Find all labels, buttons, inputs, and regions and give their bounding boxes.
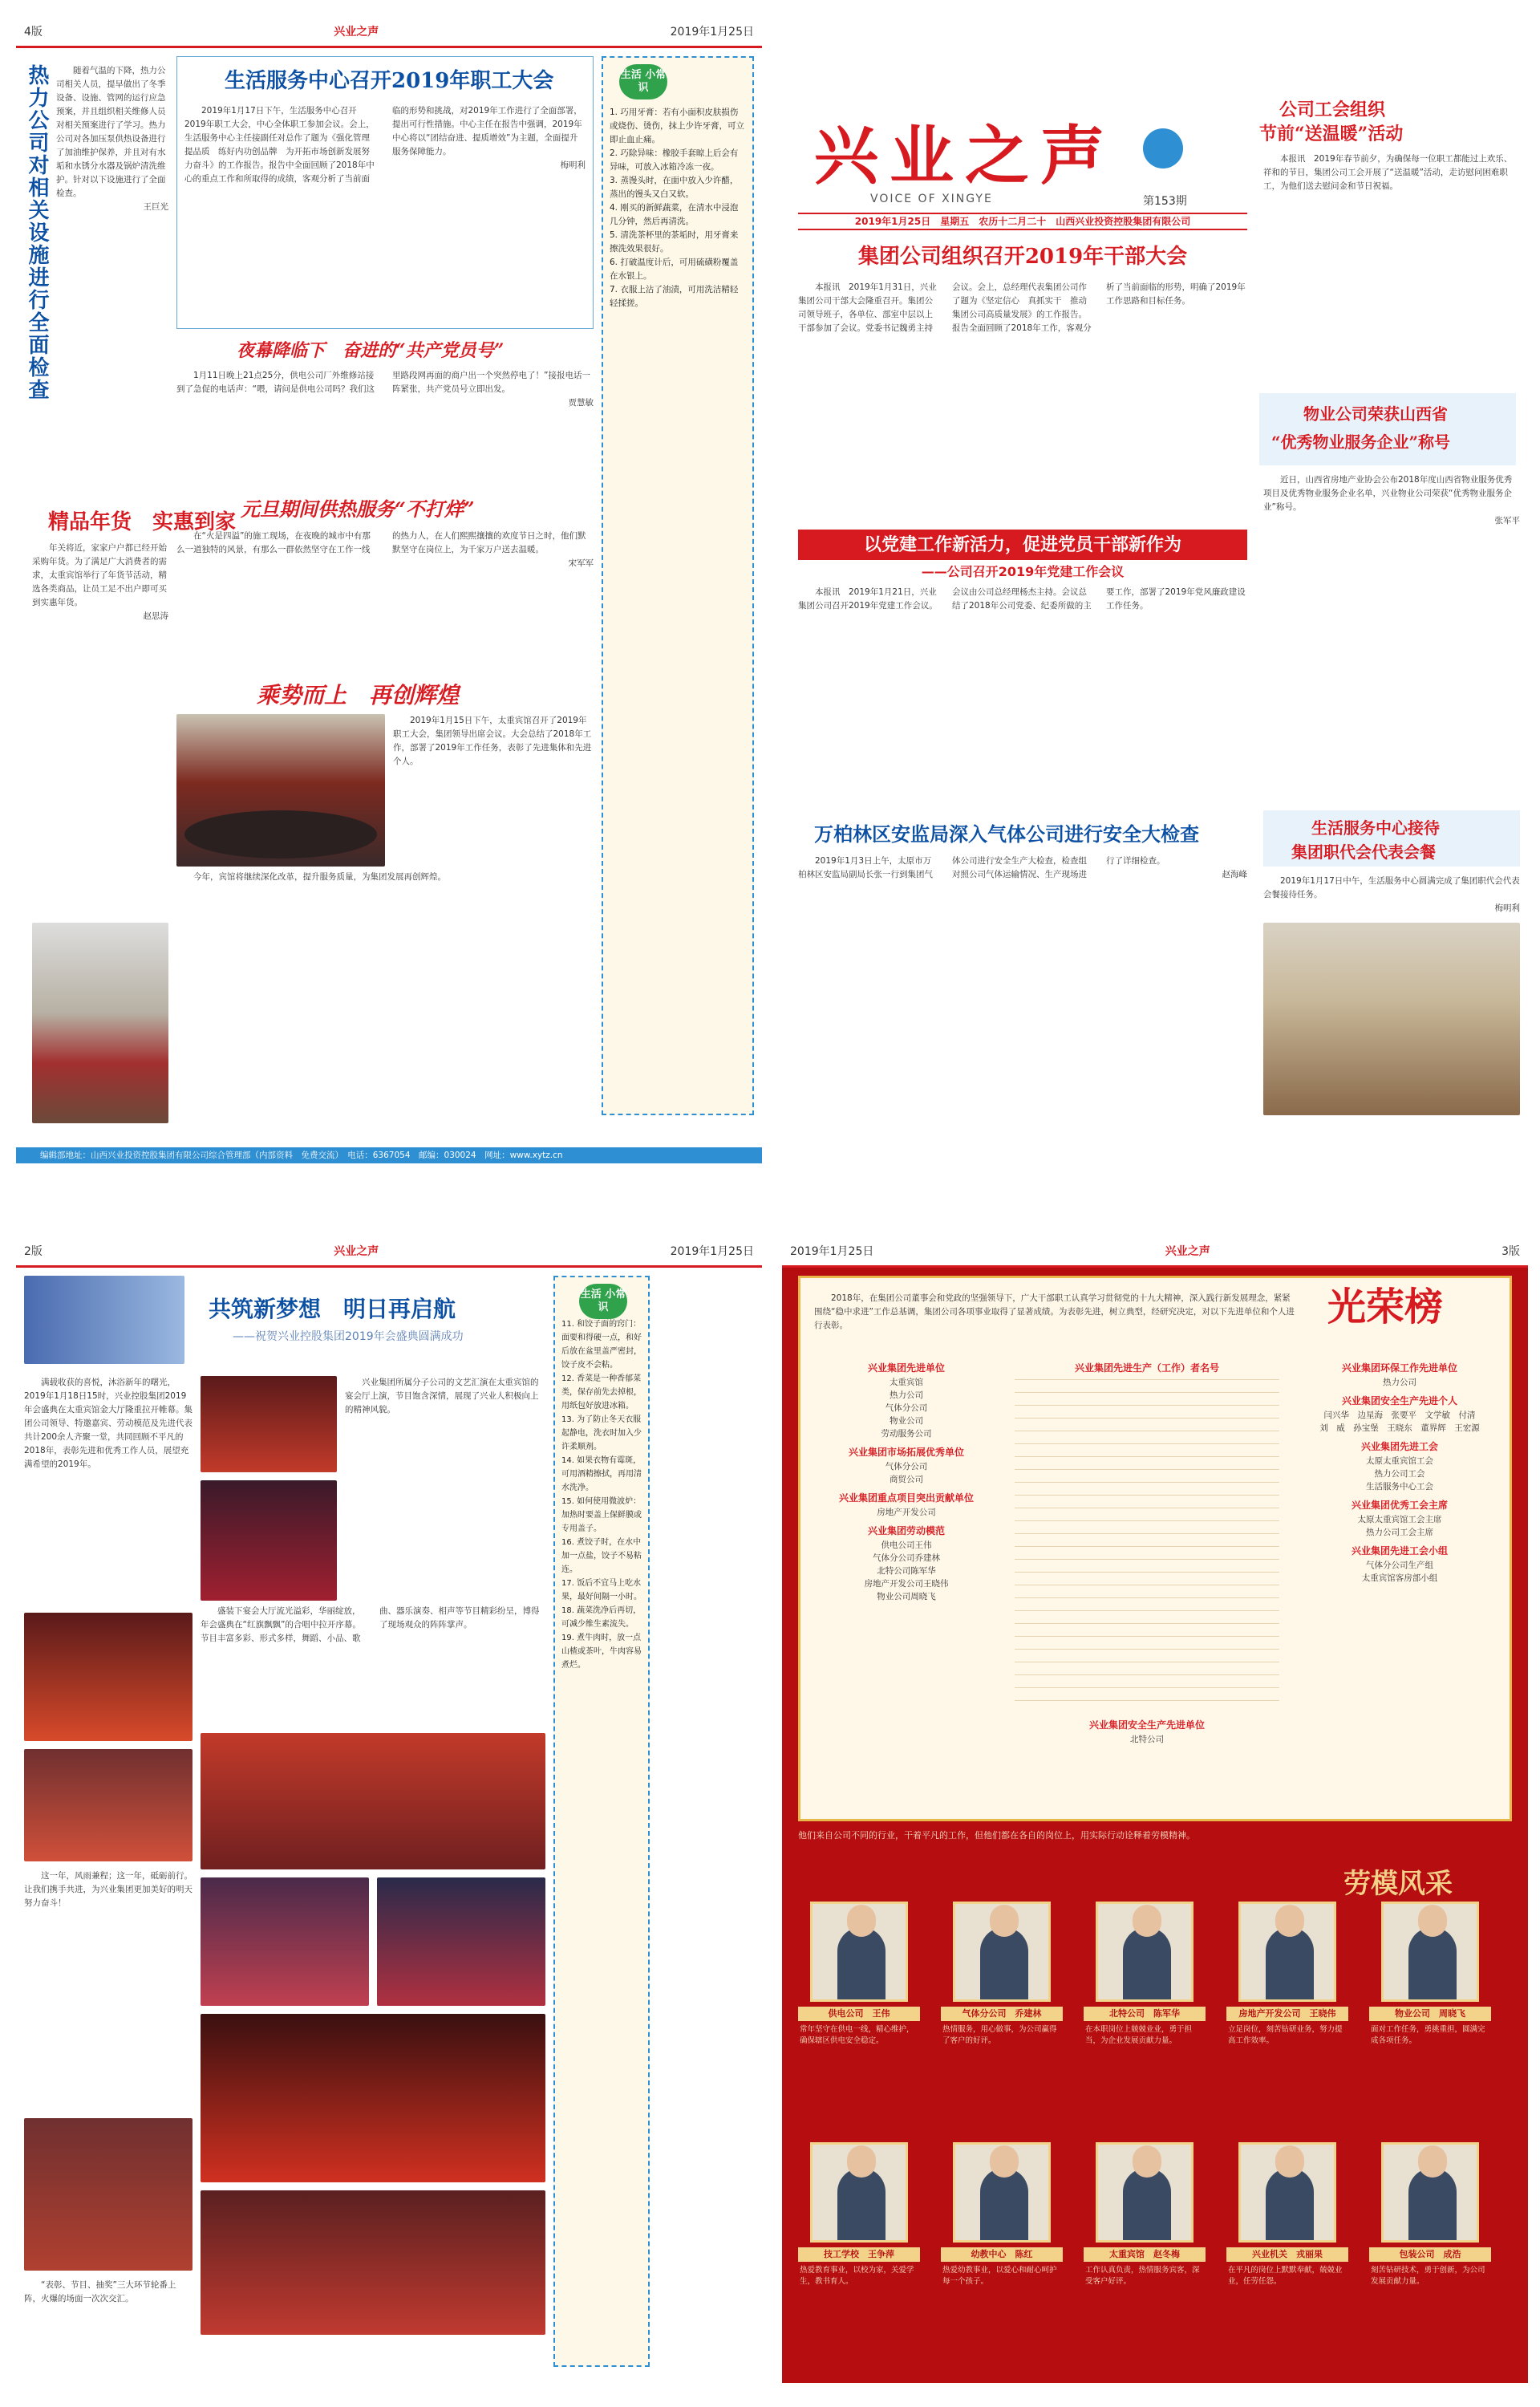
headline: 集团公司组织召开2019年干部大会 — [798, 241, 1247, 273]
award-group-title: 兴业集团先进单位 — [867, 1362, 945, 1374]
award-item: 物业公司周晓飞 — [877, 1592, 936, 1601]
event-photo — [24, 1749, 192, 1861]
side-article: 近日，山西省房地产业协会公布2018年度山西省物业服务优秀项目及优秀物业服务企业名单，兴业物业公司荣获“优秀物业服务企业”称号。 张军平 — [1263, 475, 1520, 526]
person-head — [1133, 2145, 1161, 2178]
model-desc: 热爱幼教事业，以爱心和耐心呵护每一个孩子。 — [942, 2266, 1057, 2286]
article-title: 热力公司对相关设施进行全面检查 — [25, 64, 49, 401]
award-item: 气体分公司生产组 — [1366, 1561, 1433, 1570]
article-body: 今年，宾馆将继续深化改革，提升服务质量，为集团发展再创辉煌。 — [193, 872, 446, 882]
side-title: 生活服务中心接待 — [1311, 818, 1440, 838]
person-figure — [837, 2168, 886, 2240]
model-name: 太重宾馆 赵冬梅 — [1084, 2247, 1206, 2262]
article-body: 盛装下宴会大厅流光溢彩，华丽绽放，年会盛典在“红旗飘飘”的合唱中拉开序幕。节目丰富多彩、形式多样，舞蹈、小品、歌曲、器乐演奏、相声等节目精彩纷呈，博得了现场观众的阵阵掌声。 — [201, 1606, 540, 1643]
model-photo — [1238, 1902, 1336, 2002]
model-desc: 热情服务，用心做事，为公司赢得了客户的好评。 — [942, 2025, 1057, 2045]
person-head — [1418, 2145, 1447, 2178]
issue-number: 第153期 — [1143, 195, 1187, 208]
side-title: 集团职代会代表会餐 — [1291, 842, 1436, 862]
tips-badge: 生活 小常识 — [619, 64, 667, 99]
award-item: 热力公司工会 — [1374, 1469, 1425, 1479]
date-line: 2019年1月25日 星期五 农历十二月二十 山西兴业投资控股集团有限公司 — [798, 213, 1247, 230]
award-item: 太重宾馆客房部小组 — [1361, 1573, 1438, 1583]
model-card — [798, 2142, 920, 2307]
model-desc: 在平凡的岗位上默默奉献，兢兢业业，任劳任怨。 — [1228, 2266, 1343, 2286]
event-photo — [201, 2190, 545, 2335]
page-number: 2版 — [24, 1244, 43, 1258]
model-photo — [1096, 2142, 1194, 2243]
side-title: 公司工会组织 — [1279, 99, 1386, 120]
article-title: 万柏林区安监局深入气体公司进行安全大检查 — [814, 822, 1199, 846]
tips-column — [553, 1276, 650, 2367]
meeting-photo — [176, 714, 385, 867]
event-photo — [24, 2118, 192, 2271]
event-photo — [201, 2014, 545, 2182]
award-group-title: 兴业集团市场拓展优秀单位 — [848, 1447, 964, 1458]
honor-intro: 2018年，在集团公司董事会和党政的坚强领导下，广大干部职工认真学习贯彻党的十九大精神，深入践行新发展理念，紧紧围绕“稳中求进”工作总基调，集团公司各项事业取得了显著成绩。为表彰先进，树立典型，经研究决定，对以下先进单位和个人进行表彰。 — [814, 1293, 1295, 1330]
award-item: 太重宾馆 — [890, 1378, 923, 1387]
model-name: 兴业机关 戎丽果 — [1226, 2247, 1348, 2262]
tips-text: 11. 和饺子面的窍门：面要和得硬一点，和好后放在盆里盖严密封，饺子皮不会粘。 12. 香菜是一种香郁菜类，保存前先去掉根，用纸包好放进冰箱。 13. 为了防止冬天衣服起静电，洗衣时加入少许柔顺剂。 14. 如果衣物有霉斑，可用酒精擦拭，再用清水洗净。 15. 如何使用微波炉：加热时要盖上保鲜膜或专用盖子。 16. 煮饺子时，在水中加一点盐，饺子不易粘连。 17. 饭后不宜马上吃水果，最好间隔一小时。 18. 蔬菜洗净后再切，可减少维生素流失。 19. 煮牛肉时，放一点山楂或茶叶，牛肉容易煮烂。 — [561, 1320, 642, 1670]
model-desc: 工作认真负责，热情服务宾客，深受客户好评。 — [1085, 2266, 1200, 2286]
page-4 — [16, 16, 762, 1163]
award-group-title: 兴业集团重点项目突出贡献单位 — [838, 1492, 974, 1504]
model-name: 北特公司 陈军华 — [1084, 2007, 1206, 2021]
event-photo — [201, 1376, 337, 1472]
person-figure — [1123, 1927, 1171, 1999]
model-card — [941, 2142, 1063, 2307]
model-desc: 面对工作任务，勇挑重担，圆满完成各项任务。 — [1371, 2025, 1485, 2045]
award-item: 气体分公司乔建林 — [873, 1553, 940, 1563]
model-card — [1369, 2142, 1491, 2307]
award-item: 物业公司 — [890, 1416, 923, 1426]
side-box — [1263, 810, 1520, 867]
article-body: 2019年1月3日上午，太原市万柏林区安监局副局长张一行到集团气体公司进行安全生产大检查，检查组对照公司气体运输情况、生产现场进行了详细检查。 赵海峰 — [798, 856, 1247, 879]
model-photo — [953, 1902, 1051, 2002]
model-photo — [810, 2142, 908, 2243]
page-header — [782, 1236, 1528, 1268]
award-item: 劳动服务公司 — [881, 1429, 932, 1439]
award-item: 北特公司陈军华 — [877, 1566, 936, 1576]
model-photo — [810, 1902, 908, 2002]
model-name: 气体分公司 乔建林 — [941, 2007, 1063, 2021]
page-header — [16, 1236, 762, 1268]
person-head — [1133, 1905, 1161, 1937]
tips-badge: 生活 小常识 — [579, 1284, 627, 1319]
model-card — [1369, 1902, 1491, 2066]
person-head — [1275, 1905, 1304, 1937]
event-photo — [201, 1877, 369, 2006]
article-body: 2019年1月15日下午，太重宾馆召开了2019年职工大会，集团领导出席会议。大会总结了2018年工作，部署了2019年工作任务，表彰了先进集体和先进个人。 — [393, 716, 592, 766]
award-group-title: 兴业集团安全生产先进单位 — [1088, 1719, 1205, 1731]
company-logo — [1143, 128, 1183, 168]
page-number: 4版 — [24, 25, 43, 39]
model-name: 供电公司 王伟 — [798, 2007, 920, 2021]
award-item: 热力公司 — [1383, 1378, 1416, 1387]
model-card — [941, 1902, 1063, 2066]
person-figure — [1123, 2168, 1171, 2240]
award-item: 气体分公司 — [885, 1462, 928, 1471]
award-group-title: 兴业集团先进生产（工作）者名号 — [1074, 1362, 1219, 1374]
article-body: 满载收获的喜悦，沐浴新年的曙光，2019年1月18日15时，兴业控股集团2019年会盛典在太重宾馆金大厅隆重拉开帷幕。集团公司领导、特邀嘉宾、劳动模范及先进代表共计200余人齐聚一堂，共同回顾不平凡的2018年，表彰先进和优秀工作人员，展望充满希望的2019年。 — [24, 1378, 192, 1469]
award-group-title: 兴业集团安全生产先进个人 — [1341, 1395, 1457, 1406]
masthead-subtitle: VOICE OF XINGYE — [870, 193, 993, 205]
honor-middle — [1015, 1356, 1279, 1746]
masthead-short: 兴业之声 — [334, 1244, 379, 1258]
award-item: 房地产开发公司 — [877, 1508, 936, 1517]
article-title: 夜幕降临下 奋进的“共产党员号” — [237, 340, 505, 361]
award-item: 刘 威 孙宝堡 王晓东 董界辉 王宏源 — [1319, 1423, 1480, 1433]
model-photo — [1381, 2142, 1479, 2243]
page-header — [16, 16, 762, 48]
page-2 — [16, 1236, 762, 2383]
article-body: 这一年，风雨兼程；这一年，砥砺前行。让我们携手共进，为兴业集团更加美好的明天努力奋斗！ — [24, 1871, 192, 1908]
honor-right — [1295, 1356, 1504, 1585]
person-figure — [1408, 1927, 1457, 1999]
model-photo — [953, 2142, 1051, 2243]
award-item: 太原太重宾馆工会 — [1366, 1456, 1433, 1466]
honor-title: 光荣榜 — [1327, 1285, 1444, 1329]
award-item: 房地产开发公司王晓伟 — [864, 1579, 949, 1589]
event-photo — [201, 1733, 545, 1869]
model-card — [1084, 1902, 1206, 2066]
event-photo — [201, 1480, 337, 1601]
model-desc: 刻苦钻研技术，勇于创新，为公司发展贡献力量。 — [1371, 2266, 1485, 2286]
person-head — [990, 1905, 1019, 1937]
article-body: 2019年1月17日下午，生活服务中心召开2019年职工大会，中心全体职工参加会议。会上，生活服务中心主任接副任对总作了题为《强化管理提品质 练好内功创品牌 为开拓市场创新发展努力奋斗》的工作报告。报告中全面回顾了2018年中心的重点工作和所取得的成绩，客观分析了当前面临的形势和挑战，对2019年工作进行了全面部署，提出可行性措施。中心主任在报告中强调，2019年中心将以“团结奋进、提质增效”为主题，全面提升服务保障能力。 梅明利 — [184, 106, 586, 184]
lead-article: 本报讯 2019年1月31日，兴业集团公司干部大会隆重召开。集团公司领导班子，各单位、部室中层以上干部参加了会议。党委书记魏勇主持会议。会上，总经理代表集团公司作了题为《坚定信心 真抓实干 推动集团公司高质量发展》的工作报告。报告全面回顾了2018年工作，客观分析了当前面临的形势，明确了2019年工作思路和目标任务。 — [798, 282, 1246, 333]
person-head — [847, 1905, 876, 1937]
article-title: 生活服务中心召开2019年职工大会 — [225, 69, 554, 93]
masthead-title: 兴业之声 — [814, 118, 1116, 193]
article-body: 随着气温的下降，热力公司相关人员，提早做出了冬季设备、设施、管网的运行应急预案，并且组织相关维修人员对相关预案进行了学习。热力公司对各加压泵供热设备进行了加油维护保养，并且对有水垢和水锈分水器及锅炉清洗维护。针对以下设施进行了全面检查。 王巨光 — [56, 66, 168, 212]
award-group-title: 兴业集团环保工作先进单位 — [1341, 1362, 1457, 1374]
model-photo — [1096, 1902, 1194, 2002]
award-item: 热力公司 — [890, 1390, 923, 1400]
award-item: 生活服务中心工会 — [1366, 1482, 1433, 1492]
tips-column — [602, 56, 754, 1115]
award-item: 太原太重宾馆工会主席 — [1357, 1515, 1442, 1524]
article-title: 乘势而上 再创辉煌 — [257, 682, 460, 708]
award-item: 供电公司王伟 — [881, 1540, 932, 1550]
page-date: 2019年1月25日 — [670, 25, 754, 39]
award-group-title: 兴业集团先进工会 — [1360, 1441, 1438, 1452]
model-name: 技工学校 王争萍 — [798, 2247, 920, 2262]
person-head — [990, 2145, 1019, 2178]
event-photo — [377, 1877, 545, 2006]
award-item: 商贸公司 — [890, 1475, 923, 1484]
article-body: 兴业集团所属分子公司的文艺汇演在太重宾馆的宴会厅上演，节目饱含深情，展现了兴业人积极向上的精神风貌。 — [345, 1378, 539, 1415]
person-head — [1418, 1905, 1447, 1937]
model-title: 劳模风采 — [1343, 1868, 1453, 1900]
side-title: 节前“送温暖”活动 — [1259, 124, 1404, 144]
model-card — [798, 1902, 920, 2066]
lead-article: 本报讯 2019年1月21日，兴业集团公司召开2019年党建工作会议。会议由公司总经理杨杰主持。会议总结了2018年公司党委、纪委所做的主要工作，部署了2019年党风廉政建设工作任务。 — [798, 587, 1246, 611]
side-title: 物业公司荣获山西省 — [1303, 404, 1448, 424]
article-body: 在“火是四溢”的施工现场，在夜晚的城市中有那么一道独特的风景，有那么一群依然坚守在工作一线的热力人，在人们熙熙攘攘的欢度节日之时，他们默默坚守在岗位上，为千家万户送去温暖。 宋军军 — [176, 531, 594, 568]
person-figure — [980, 2168, 1028, 2240]
masthead-short: 兴业之声 — [1165, 1244, 1210, 1258]
honor-left — [814, 1356, 999, 1603]
person-figure — [1408, 2168, 1457, 2240]
name-list — [1015, 1376, 1279, 1713]
side-box — [1259, 393, 1516, 465]
model-photo — [1238, 2142, 1336, 2243]
page-number: 3版 — [1502, 1244, 1520, 1258]
award-group-title: 兴业集团劳动模范 — [867, 1525, 945, 1536]
person-figure — [980, 1927, 1028, 1999]
footer-bar: 编辑部地址：山西兴业投资控股集团有限公司综合管理部（内部资料 免费交流） 电话：6367054 邮编：030024 网址：www.xytz.cn — [16, 1147, 762, 1163]
tips-text: 1. 巧用牙膏：若有小面积皮肤损伤或烧伤、烫伤，抹上少许牙膏，可立即止血止痛。 2. 巧除异味：橡胶手套晾上后会有异味，可放入冰箱冷冻一夜。 3. 蒸馒头时，在面中放入少许醋，蒸出的馒头又白又软。 4. 刚买的新鲜蔬菜，在清水中浸泡几分钟，然后再清洗。 5. 清洗茶杯里的茶垢时，用牙膏来擦洗效果很好。 6. 打破温度计后，可用硫磺粉覆盖在水银上。 7. 衣服上沾了油渍，可用洗洁精轻轻揉搓。 — [610, 108, 744, 308]
banner-main: 以党建工作新活力，促进党员干部新作为 — [798, 530, 1247, 560]
model-desc: 在本职岗位上兢兢业业，勇于担当，为企业发展贡献力量。 — [1085, 2025, 1193, 2045]
person-head — [1275, 2145, 1304, 2178]
model-intro: 他们来自公司不同的行业，干着平凡的工作，但他们都在各自的岗位上，用实际行动诠释着劳模精神。 — [798, 1830, 1195, 1841]
award-group-title: 兴业集团优秀工会主席 — [1351, 1500, 1448, 1511]
photo-caption: “表彰、节目、抽奖”三大环节轮番上阵，火爆的场面一次次交汇。 — [24, 2280, 176, 2303]
article-body: 1月11日晚上21点25分，供电公司厂外维修站接到了急促的电话声：“喂，请问是供电公司吗？我们这里路段网再面的商户出一个突然停电了！”接报电话一阵紧张，共产党员号立即出发。 贾慧敏 — [176, 371, 594, 408]
article-body: 年关将近，家家户户都已经开始采购年货。为了满足广大消费者的需求，太重宾馆举行了年货节活动，精选各类商品，让员工足不出户即可买到实惠年货。 赵思涛 — [32, 543, 168, 621]
award-item: 气体分公司 — [885, 1403, 928, 1413]
model-card — [1226, 1902, 1348, 2066]
person-figure — [837, 1927, 886, 1999]
model-card — [1084, 2142, 1206, 2307]
model-photo — [1381, 1902, 1479, 2002]
event-photo — [24, 1613, 192, 1741]
article-title: 精品年货 实惠到家 — [48, 510, 237, 534]
model-name: 房地产开发公司 王晓伟 — [1226, 2007, 1348, 2021]
model-name: 幼教中心 陈红 — [941, 2247, 1063, 2262]
person-figure — [1266, 1927, 1314, 1999]
side-article: 本报讯 2019年春节前夕，为确保每一位职工都能过上欢乐、祥和的节日，集团公司工会开展了“送温暖”活动，走访慰问困难职工，为他们送去慰问金和节日祝福。 — [1263, 154, 1513, 191]
city-photo — [24, 1276, 184, 1364]
page-date: 2019年1月25日 — [790, 1244, 874, 1258]
model-desc: 热爱教育事业，以校为家，关爱学生，教书育人。 — [800, 2266, 914, 2286]
page-date: 2019年1月25日 — [670, 1244, 754, 1258]
article-subtitle: ——祝贺兴业控股集团2019年会盛典圆满成功 — [233, 1330, 464, 1343]
article-title: 元旦期间供热服务“不打烊” — [241, 497, 475, 521]
article-title: 共筑新梦想 明日再启航 — [209, 1296, 456, 1322]
page-3 — [782, 1236, 1528, 2383]
award-group-title: 兴业集团先进工会小组 — [1351, 1545, 1448, 1557]
market-photo — [32, 923, 168, 1123]
dining-photo — [1263, 923, 1520, 1115]
page-1 — [782, 16, 1528, 1163]
person-figure — [1266, 2168, 1314, 2240]
model-name: 物业公司 周晓飞 — [1369, 2007, 1491, 2021]
side-article: 2019年1月17日中午，生活服务中心圆满完成了集团职代会代表会餐接待任务。 梅明利 — [1263, 876, 1520, 913]
person-head — [847, 2145, 876, 2178]
award-item: 闫兴华 边星海 张要平 文学敏 付清 — [1323, 1411, 1476, 1420]
award-item: 北特公司 — [1130, 1735, 1164, 1744]
model-desc: 常年坚守在供电一线，精心维护，确保辖区供电安全稳定。 — [800, 2025, 914, 2045]
model-desc: 立足岗位，刻苦钻研业务，努力提高工作效率。 — [1228, 2025, 1343, 2045]
model-card — [1226, 2142, 1348, 2307]
banner-sub: ——公司召开2019年党建工作会议 — [921, 564, 1125, 579]
award-item: 热力公司工会主席 — [1366, 1528, 1433, 1537]
masthead-short: 兴业之声 — [334, 25, 379, 39]
side-title: “优秀物业服务企业”称号 — [1271, 432, 1451, 452]
model-name: 包装公司 成浩 — [1369, 2247, 1491, 2262]
